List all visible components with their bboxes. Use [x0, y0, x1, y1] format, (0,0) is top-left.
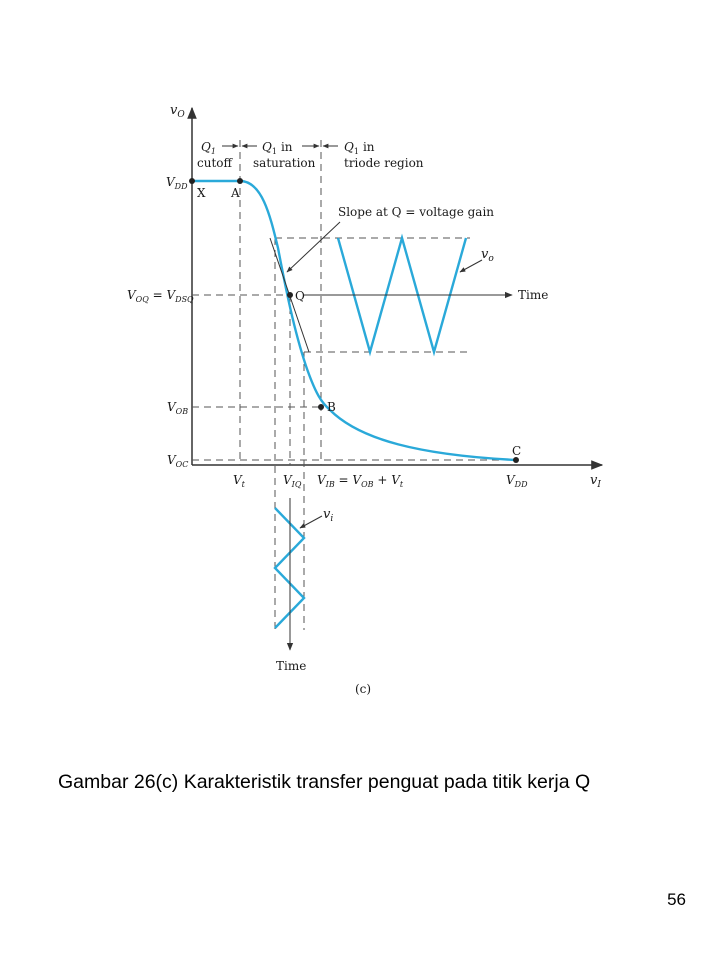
x-tick-vdd: $V_{DD}$ [506, 473, 528, 489]
x-tick-viq: $V_{IQ}$ [283, 473, 302, 489]
y-tick-vob: $V_{OB}$ [167, 400, 189, 416]
region-dividers [240, 140, 321, 465]
point-x-label: X [197, 186, 206, 200]
point-b-label: B [327, 400, 336, 414]
region-cutoff-symbol: $Q_1$ [201, 140, 216, 156]
point-q-dot [287, 292, 293, 298]
region-saturation-label: saturation [253, 156, 316, 170]
operating-points [189, 178, 522, 463]
figure-caption: Gambar 26(c) Karakteristik transfer penguat pada titik kerja Q [58, 771, 591, 793]
region-triode-label: triode region [344, 156, 424, 170]
region-cutoff-label: cutoff [197, 156, 233, 170]
vo-label-arrow [460, 260, 482, 272]
point-b-dot [318, 404, 324, 410]
transfer-curve [192, 181, 516, 460]
slope-arrow [287, 222, 340, 272]
vi-label: $v_i$ [323, 507, 334, 524]
y-tick-voq: $V_{OQ} = V_{DSQ}$ [127, 288, 194, 304]
slope-annotation: Slope at Q = voltage gain [338, 205, 495, 219]
point-c-label: C [512, 444, 522, 458]
vi-label-arrow [300, 516, 322, 528]
vo-label: $v_o$ [481, 247, 494, 264]
region-triode-symbol: $Q_1$ in [344, 140, 375, 156]
x-axis-label: $v_I$ [590, 473, 601, 490]
panel-label: (c) [355, 682, 372, 696]
output-time-label: Time [518, 288, 549, 302]
page-number: 56 [667, 890, 686, 909]
point-q-label: Q [295, 289, 305, 303]
region-saturation-symbol: $Q_1$ in [262, 140, 293, 156]
x-tick-vib: $V_{IB} = V_{OB} + V_t$ [317, 473, 404, 489]
point-a-label: A [231, 186, 240, 200]
y-tick-voc: $V_{OC}$ [167, 453, 189, 469]
point-a-dot [237, 178, 243, 184]
y-tick-vdd: $V_{DD}$ [166, 175, 188, 191]
input-time-label: Time [276, 659, 307, 673]
y-axis-label: $v_O$ [170, 103, 185, 120]
point-x-dot [189, 178, 195, 184]
x-tick-vt: $V_t$ [233, 473, 245, 489]
